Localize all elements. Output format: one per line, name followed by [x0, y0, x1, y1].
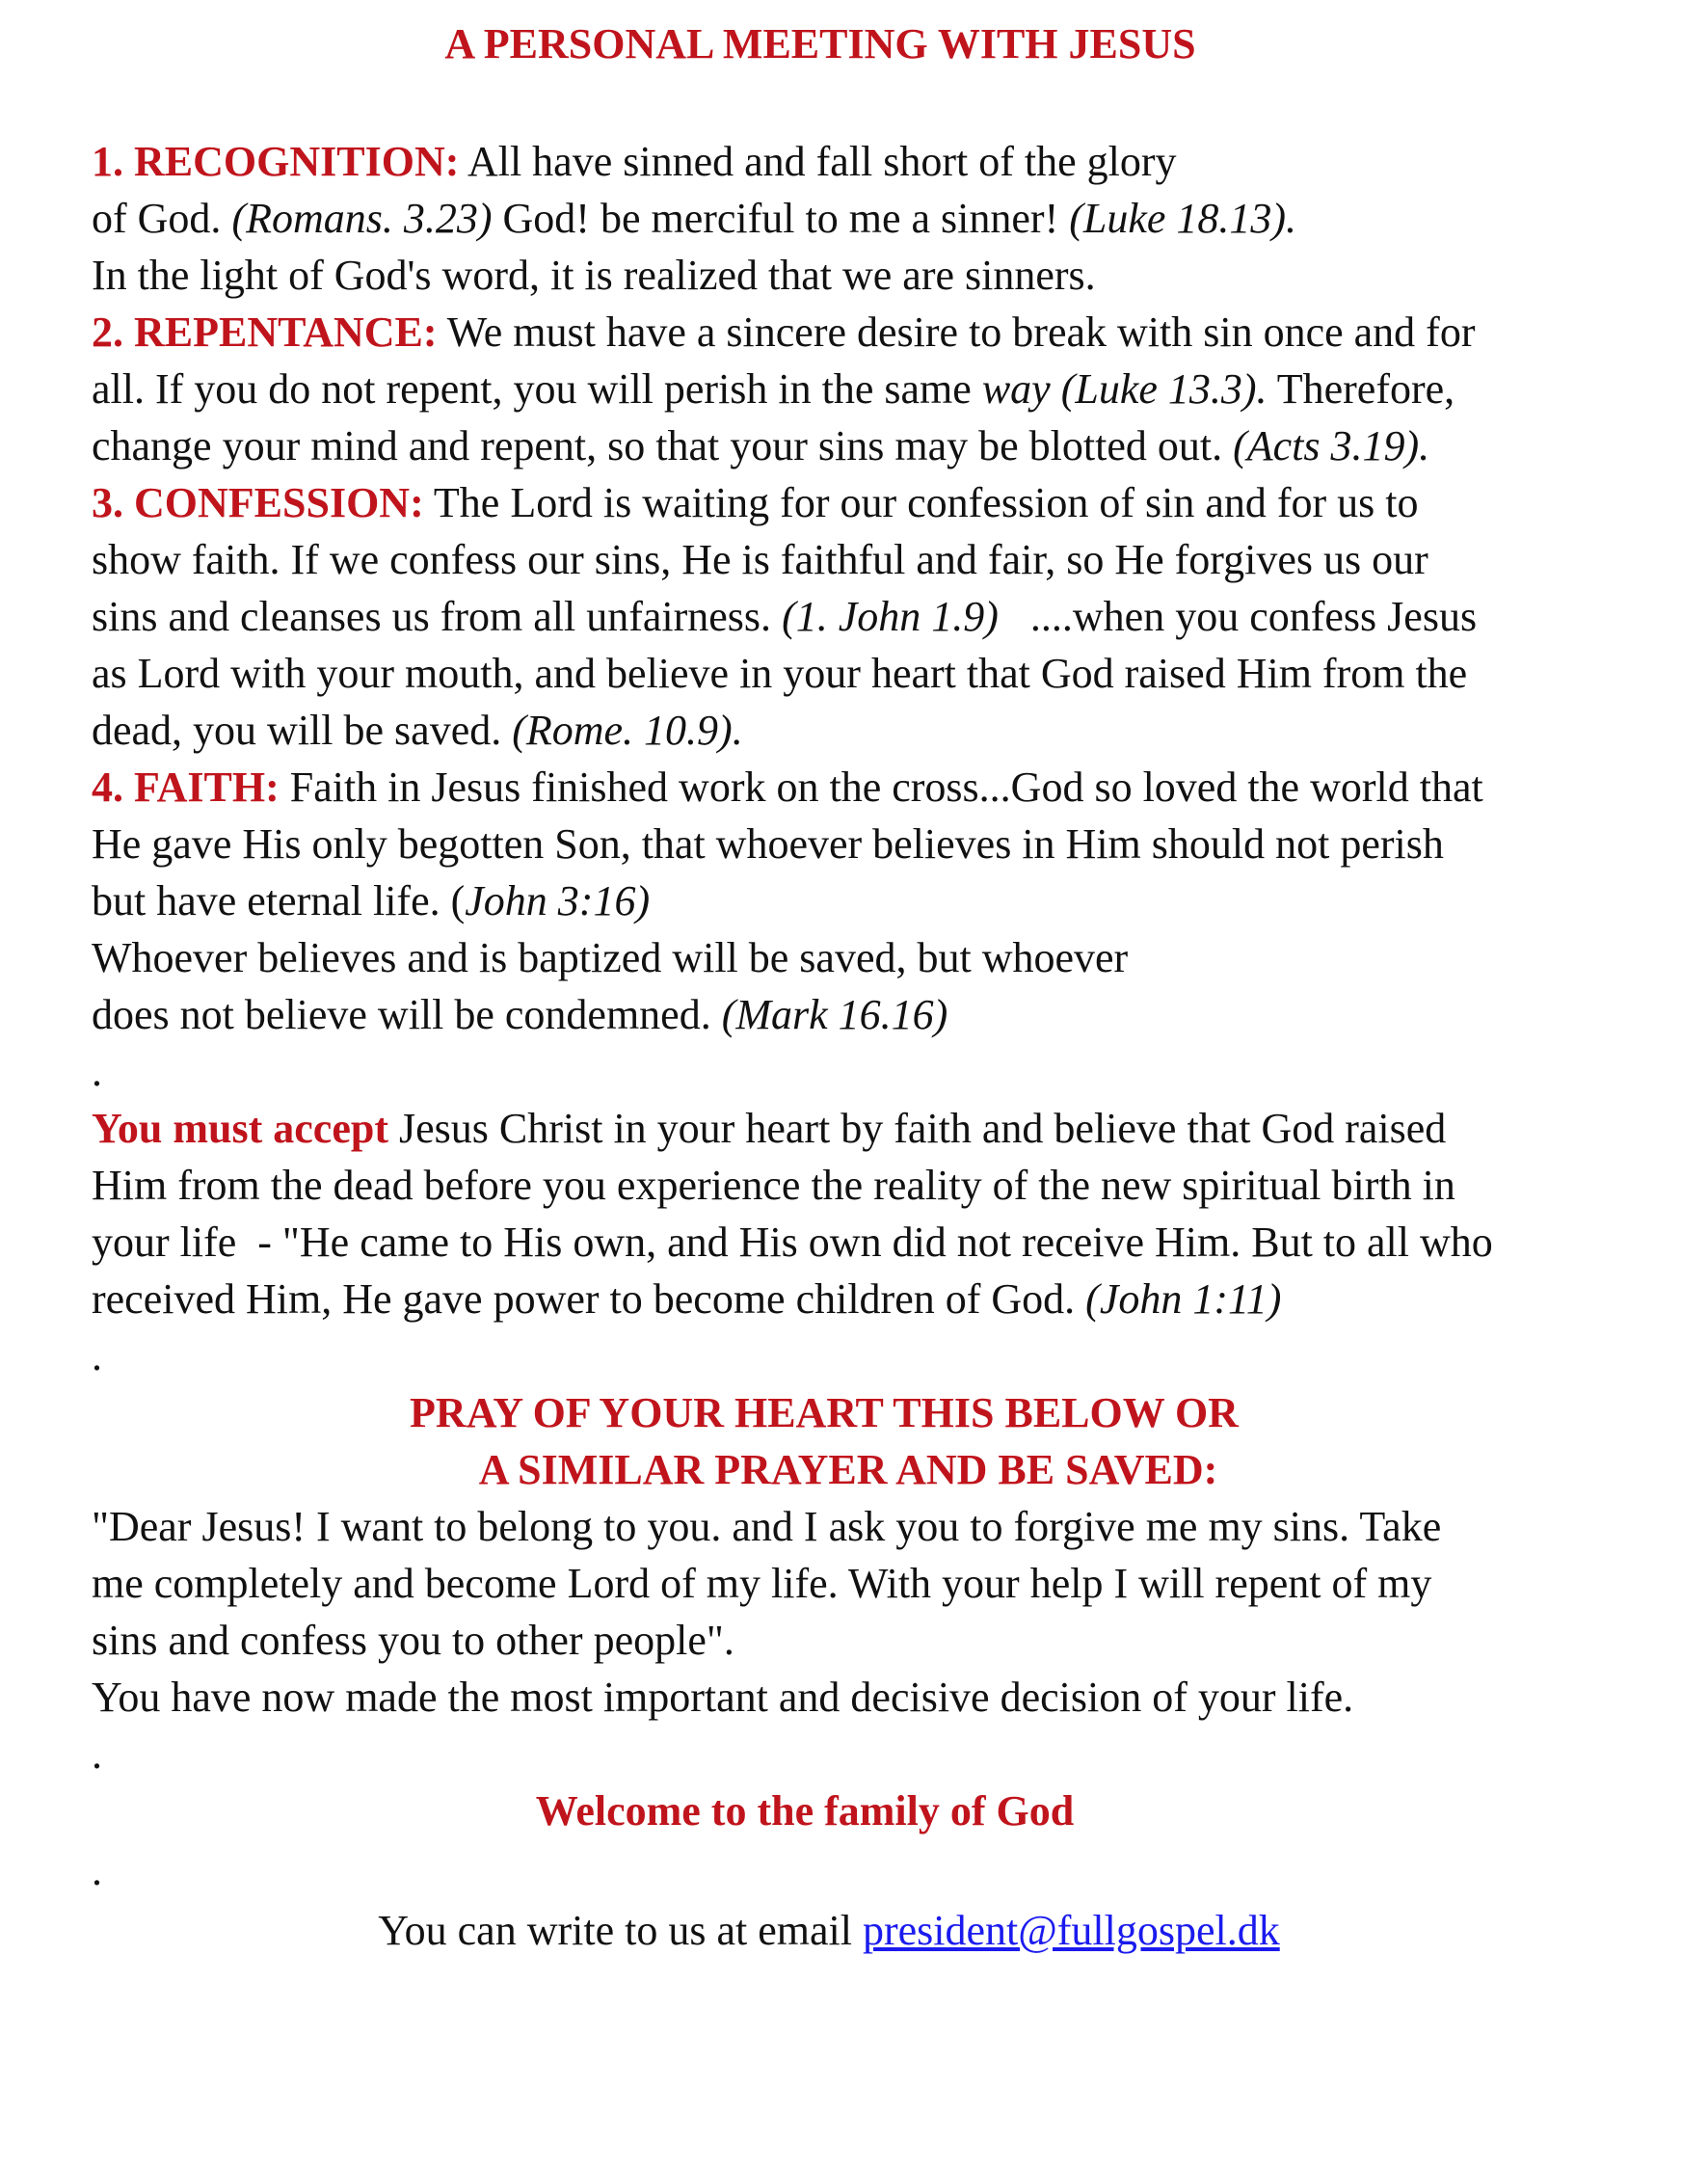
faith-text-1: Faith in Jesus finished work on the cross...God so loved the world that: [279, 764, 1483, 811]
confession-label: 3. CONFESSION:: [92, 479, 424, 526]
accept-label: You must accept: [92, 1105, 388, 1152]
confession-text-4: ....when you confess Jesus: [998, 593, 1478, 640]
accept-text-2: Him from the dead before you experience the reality of the new spiritual birth in: [92, 1162, 1455, 1209]
confession-text-6: dead, you will be saved.: [92, 707, 513, 754]
recognition-text-4: In the light of God's word, it is realized that we are sinners.: [92, 252, 1096, 299]
separator-dot: .: [92, 1048, 102, 1095]
accept-text-1: Jesus Christ in your heart by faith and believe that God raised: [387, 1105, 1447, 1152]
recognition-text-3: God! be merciful to me a sinner!: [492, 195, 1070, 242]
faith-ref-1: John 3:16): [465, 877, 651, 924]
confession-text-5: as Lord with your mouth, and believe in your heart that God raised Him from the: [92, 650, 1468, 697]
repentance-line-2: [92, 361, 1634, 417]
welcome-heading: Welcome to the family of God: [535, 1787, 1075, 1835]
accept-text-3: your life - "He came to His own, and His own did not receive Him. But to all who: [92, 1219, 1493, 1266]
confession-text-3: sins and cleanses us from all unfairness.: [92, 593, 783, 640]
body-text: [92, 133, 1634, 1959]
confession-line-3: [92, 588, 1634, 645]
confession-text-1: The Lord is waiting for our confession of sin and for us to: [423, 479, 1419, 526]
separator-dot: .: [92, 1730, 102, 1778]
faith-label: 4. FAITH:: [92, 764, 280, 811]
confession-line-4: [92, 645, 1634, 702]
contact-line: [92, 1902, 1634, 1959]
faith-ref-2: (Mark 16.16): [721, 991, 948, 1038]
faith-line-3: [92, 872, 1634, 929]
recognition-label: 1. RECOGNITION:: [92, 138, 460, 185]
repentance-label: 2. REPENTANCE:: [92, 308, 438, 356]
confession-line-2: [92, 531, 1634, 588]
accept-text-4: received Him, He gave power to become children of God.: [92, 1275, 1086, 1323]
confession-line-1: [92, 474, 1634, 531]
email-link[interactable]: president@fullgospel.dk: [862, 1907, 1280, 1954]
separator-dot: .: [92, 1847, 102, 1894]
repentance-text-1: We must have a sincere desire to break with sin once and for: [437, 308, 1476, 356]
accept-line-2: [92, 1157, 1634, 1214]
accept-line-3: [92, 1214, 1634, 1271]
prayer-heading-line-2: A SIMILAR PRAYER AND BE SAVED:: [478, 1446, 1218, 1493]
accept-ref-1: (John 1:11): [1085, 1275, 1282, 1323]
faith-text-3: but have eternal life. (: [92, 877, 466, 924]
recognition-line-3: [92, 247, 1634, 304]
repentance-text-4: change your mind and repent, so that your sins may be blotted out.: [92, 422, 1234, 469]
confession-ref-1: (1. John 1.9): [782, 593, 999, 640]
confession-ref-2: (Rome. 10.9).: [512, 707, 743, 754]
faith-line-1: [92, 759, 1634, 816]
faith-line-4: [92, 929, 1634, 986]
faith-text-4: Whoever believes and is baptized will be saved, but whoever: [92, 934, 1129, 981]
recognition-ref-1: (Romans. 3.23): [231, 195, 493, 242]
prayer-line-2: me completely and become Lord of my life. With your help I will repent of my: [92, 1560, 1432, 1607]
faith-text-5: does not believe will be condemned.: [92, 991, 722, 1038]
recognition-ref-2: (Luke 18.13).: [1069, 195, 1297, 242]
accept-line-1: [92, 1100, 1634, 1157]
repentance-ref-2: (Acts 3.19).: [1233, 422, 1430, 469]
faith-line-5: [92, 986, 1634, 1043]
recognition-line-2: [92, 190, 1634, 247]
confession-line-5: [92, 702, 1634, 759]
repentance-line-1: [92, 304, 1634, 361]
recognition-line-1: [92, 133, 1634, 190]
page-title: A PERSONAL MEETING WITH JESUS: [444, 20, 1196, 67]
repentance-ref-1: way (Luke 13.3).: [981, 365, 1268, 413]
recognition-text-2: of God.: [92, 195, 232, 242]
faith-text-2: He gave His only begotten Son, that whoever believes in Him should not perish: [92, 820, 1444, 868]
recognition-text-1: All have sinned and fall short of the glory: [459, 138, 1177, 185]
accept-line-4: [92, 1271, 1634, 1327]
repentance-text-3: Therefore,: [1267, 365, 1455, 413]
repentance-line-3: [92, 417, 1634, 474]
prayer-heading-line-1: PRAY OF YOUR HEART THIS BELOW OR: [410, 1389, 1239, 1436]
prayer-line-3: sins and confess you to other people".: [92, 1617, 734, 1664]
separator-dot: .: [92, 1332, 102, 1380]
faith-line-2: [92, 816, 1634, 872]
prayer-line-4: You have now made the most important and decisive decision of your life.: [92, 1674, 1354, 1721]
confession-text-2: show faith. If we confess our sins, He is faithful and fair, so He forgives us our: [92, 536, 1428, 583]
repentance-text-2: all. If you do not repent, you will perish in the same: [92, 365, 982, 413]
contact-text: You can write to us at email: [378, 1907, 863, 1954]
prayer-line-1: "Dear Jesus! I want to belong to you. and I ask you to forgive me my sins. Take: [92, 1503, 1442, 1550]
